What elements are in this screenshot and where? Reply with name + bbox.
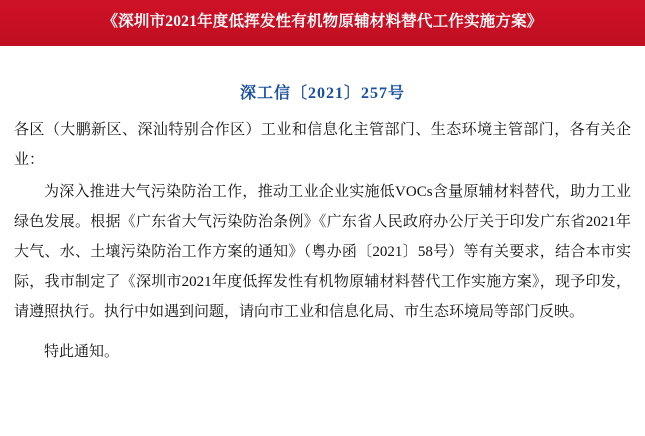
document-banner: [0, 0, 645, 46]
document-banner-title: 《深圳市2021年度低挥发性有机物原辅材料替代工作实施方案》: [102, 13, 543, 30]
document-number: 深工信〔2021〕257号: [239, 84, 405, 102]
document-addressee: 各区（大鹏新区、深汕特别合作区）工业和信息化主管部门、生态环境主管部门，各有关企业：: [14, 121, 631, 168]
document-body-paragraph: 为深入推进大气污染防治工作，推动工业企业实施低VOCs含量原辅材料替代，助力工业绿色发展。根据《广东省大气污染防治条例》《广东省人民政府办公厅关于印发广东省2021年大气、水、土壤污染防治工作方案的通知》（粤办函〔2021〕58号）等有关要求，结合本市实际，我市制定了《深圳市2021年度低挥发性有机物原辅材料替代工作实施方案》，现予印发，请遵照执行。执行中如遇到问题，请向市工业和信息化局、市生态环境局等部门反映。: [14, 183, 631, 320]
document-body: [0, 115, 645, 367]
document-closing: 特此通知。: [44, 343, 120, 360]
